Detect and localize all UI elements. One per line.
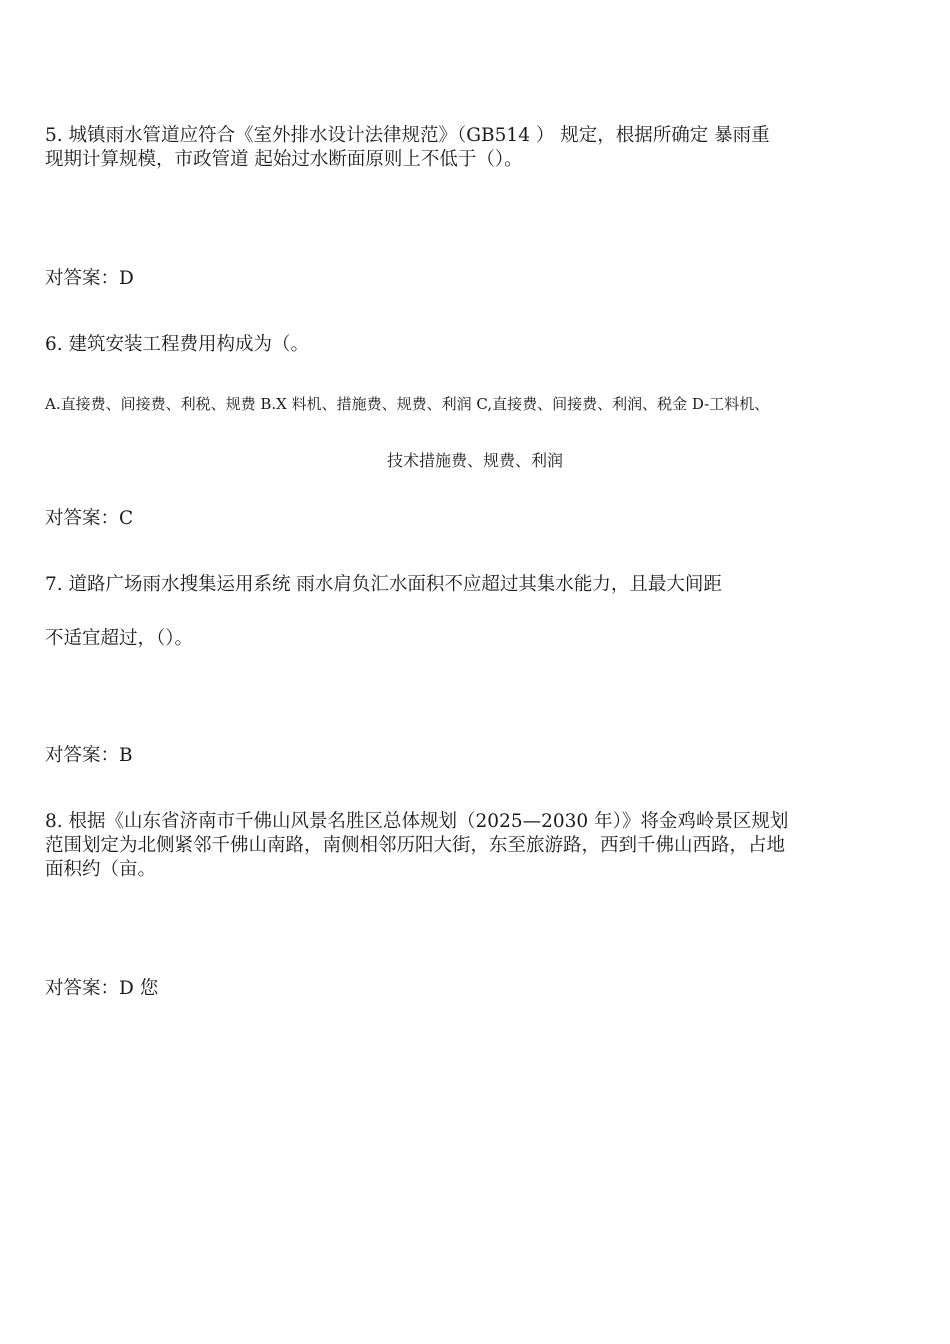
answer-8: 对答案：D 您 — [45, 978, 159, 999]
question-7-line-2: 不适宜超过，（）。 — [45, 628, 194, 649]
answer-5: 对答案：D — [45, 268, 134, 289]
question-8-line-3: 面积约（亩。 — [45, 859, 157, 880]
question-8-line-1: 8. 根据《山东省济南市千佛山风景名胜区总体规划（2025—2030 年）》将金鸡岭景区规划 — [45, 811, 789, 832]
question-8 — [45, 810, 895, 882]
question-5-line-1: 5. 城镇雨水管道应符合《室外排水设计法律规范》（GB514 ） 规定，根据所确定 暴雨重 — [45, 125, 770, 146]
question-6: 6. 建筑安装工程费用构成为（。 — [45, 334, 310, 355]
question-8-line-2: 范围划定为北侧紧邻千佛山南路，南侧相邻历阳大街，东至旅游路，西到千佛山西路，占地 — [45, 835, 786, 856]
question-6-options-continued: 技术措施费、规费、利润 — [386, 451, 563, 470]
answer-7: 对答案：B — [45, 745, 133, 766]
answer-6: 对答案：C — [45, 508, 134, 529]
question-5-line-2: 现期计算规模，市政管道 起始过水断面原则上不低于（）。 — [45, 149, 523, 170]
question-6-options: A.直接费、间接费、利税、规费 B.X 料机、措施费、规费、利润 C,直接费、间接费、利润、税金 D-工料机、 — [45, 395, 770, 413]
question-7-line-1: 7. 道路广场雨水搜集运用系统 雨水肩负汇水面积不应超过其集水能力，且最大间距 — [45, 574, 722, 595]
question-5 — [45, 124, 895, 172]
